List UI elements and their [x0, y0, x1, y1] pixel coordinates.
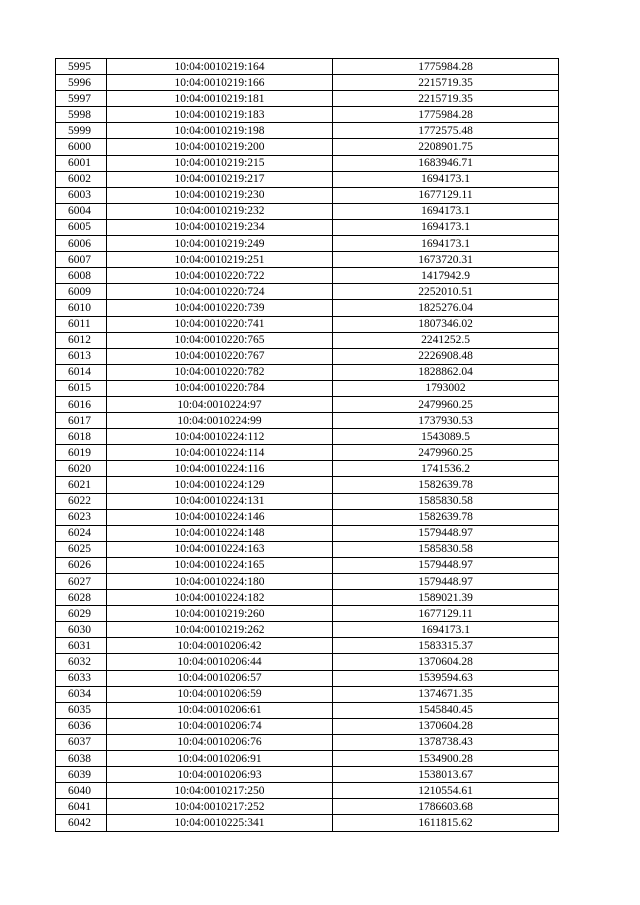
cadastral-number-cell: 10:04:0010206:44: [107, 654, 333, 670]
value-cell: 1772575.48: [333, 123, 559, 139]
value-cell: 1378738.43: [333, 734, 559, 750]
cadastral-number-cell: 10:04:0010217:252: [107, 799, 333, 815]
value-cell: 1543089.5: [333, 429, 559, 445]
table-body: [56, 59, 559, 832]
row-index-cell: 6022: [56, 493, 107, 509]
value-cell: 1417942.9: [333, 268, 559, 284]
value-cell: 1694173.1: [333, 622, 559, 638]
row-index-cell: 6024: [56, 525, 107, 541]
row-index-cell: 6042: [56, 815, 107, 831]
table-row: [56, 219, 559, 235]
row-index-cell: 6027: [56, 574, 107, 590]
cadastral-number-cell: 10:04:0010219:230: [107, 187, 333, 203]
value-cell: 1585830.58: [333, 541, 559, 557]
table-row: [56, 654, 559, 670]
table-row: [56, 509, 559, 525]
table-row: [56, 574, 559, 590]
table-row: [56, 686, 559, 702]
value-cell: 1534900.28: [333, 751, 559, 767]
table-row: [56, 606, 559, 622]
row-index-cell: 6015: [56, 380, 107, 396]
table-row: [56, 59, 559, 75]
cadastral-number-cell: 10:04:0010219:251: [107, 252, 333, 268]
cadastral-number-cell: 10:04:0010224:112: [107, 429, 333, 445]
cadastral-number-cell: 10:04:0010219:260: [107, 606, 333, 622]
row-index-cell: 6009: [56, 284, 107, 300]
value-cell: 1210554.61: [333, 783, 559, 799]
value-cell: 1583315.37: [333, 638, 559, 654]
row-index-cell: 6006: [56, 236, 107, 252]
value-cell: 1737930.53: [333, 413, 559, 429]
value-cell: 1579448.97: [333, 574, 559, 590]
row-index-cell: 6034: [56, 686, 107, 702]
table-row: [56, 252, 559, 268]
row-index-cell: 6036: [56, 718, 107, 734]
value-cell: 1694173.1: [333, 219, 559, 235]
row-index-cell: 6012: [56, 332, 107, 348]
row-index-cell: 6000: [56, 139, 107, 155]
cadastral-number-cell: 10:04:0010224:97: [107, 396, 333, 412]
cadastral-number-cell: 10:04:0010219:183: [107, 107, 333, 123]
cadastral-number-cell: 10:04:0010225:341: [107, 815, 333, 831]
value-cell: 2252010.51: [333, 284, 559, 300]
table-row: [56, 348, 559, 364]
table-row: [56, 107, 559, 123]
cadastral-number-cell: 10:04:0010206:42: [107, 638, 333, 654]
cadastral-number-cell: 10:04:0010220:739: [107, 300, 333, 316]
value-cell: 1825276.04: [333, 300, 559, 316]
value-cell: 1545840.45: [333, 702, 559, 718]
value-cell: 2479960.25: [333, 445, 559, 461]
row-index-cell: 5999: [56, 123, 107, 139]
table-row: [56, 364, 559, 380]
cadastral-number-cell: 10:04:0010224:180: [107, 574, 333, 590]
cadastral-number-cell: 10:04:0010224:131: [107, 493, 333, 509]
table-row: [56, 734, 559, 750]
table-row: [56, 155, 559, 171]
cadastral-number-cell: 10:04:0010220:784: [107, 380, 333, 396]
row-index-cell: 6013: [56, 348, 107, 364]
row-index-cell: 6028: [56, 590, 107, 606]
value-cell: 1582639.78: [333, 509, 559, 525]
value-cell: 1828862.04: [333, 364, 559, 380]
row-index-cell: 6014: [56, 364, 107, 380]
row-index-cell: 6023: [56, 509, 107, 525]
value-cell: 2479960.25: [333, 396, 559, 412]
row-index-cell: 6007: [56, 252, 107, 268]
table-row: [56, 380, 559, 396]
row-index-cell: 6021: [56, 477, 107, 493]
cadastral-number-cell: 10:04:0010206:61: [107, 702, 333, 718]
table-row: [56, 590, 559, 606]
row-index-cell: 6040: [56, 783, 107, 799]
table-row: [56, 767, 559, 783]
table-row: [56, 284, 559, 300]
row-index-cell: 6016: [56, 396, 107, 412]
table-row: [56, 783, 559, 799]
row-index-cell: 6031: [56, 638, 107, 654]
row-index-cell: 6033: [56, 670, 107, 686]
row-index-cell: 6017: [56, 413, 107, 429]
value-cell: 2215719.35: [333, 91, 559, 107]
table-row: [56, 702, 559, 718]
value-cell: 1538013.67: [333, 767, 559, 783]
cadastral-number-cell: 10:04:0010224:116: [107, 461, 333, 477]
row-index-cell: 6004: [56, 203, 107, 219]
cadastral-number-cell: 10:04:0010206:93: [107, 767, 333, 783]
value-cell: 1694173.1: [333, 203, 559, 219]
table-row: [56, 525, 559, 541]
row-index-cell: 6001: [56, 155, 107, 171]
table-row: [56, 123, 559, 139]
cadastral-number-cell: 10:04:0010206:74: [107, 718, 333, 734]
row-index-cell: 6030: [56, 622, 107, 638]
table-row: [56, 91, 559, 107]
cadastral-number-cell: 10:04:0010219:249: [107, 236, 333, 252]
table-row: [56, 139, 559, 155]
table-row: [56, 477, 559, 493]
cadastral-number-cell: 10:04:0010220:767: [107, 348, 333, 364]
value-cell: 1677129.11: [333, 187, 559, 203]
value-cell: 1786603.68: [333, 799, 559, 815]
cadastral-number-cell: 10:04:0010220:782: [107, 364, 333, 380]
value-cell: 1585830.58: [333, 493, 559, 509]
row-index-cell: 6002: [56, 171, 107, 187]
value-cell: 1775984.28: [333, 59, 559, 75]
value-cell: 1683946.71: [333, 155, 559, 171]
data-table: [55, 58, 559, 832]
cadastral-number-cell: 10:04:0010219:200: [107, 139, 333, 155]
cadastral-number-cell: 10:04:0010220:722: [107, 268, 333, 284]
row-index-cell: 6041: [56, 799, 107, 815]
row-index-cell: 5996: [56, 75, 107, 91]
cadastral-number-cell: 10:04:0010219:198: [107, 123, 333, 139]
value-cell: 1579448.97: [333, 557, 559, 573]
table-row: [56, 718, 559, 734]
cadastral-number-cell: 10:04:0010206:91: [107, 751, 333, 767]
value-cell: 1793002: [333, 380, 559, 396]
value-cell: 1741536.2: [333, 461, 559, 477]
table-row: [56, 751, 559, 767]
table-row: [56, 171, 559, 187]
table-row: [56, 541, 559, 557]
row-index-cell: 6038: [56, 751, 107, 767]
table-row: [56, 622, 559, 638]
table-row: [56, 799, 559, 815]
row-index-cell: 6025: [56, 541, 107, 557]
row-index-cell: 6026: [56, 557, 107, 573]
value-cell: 1374671.35: [333, 686, 559, 702]
value-cell: 1677129.11: [333, 606, 559, 622]
value-cell: 1694173.1: [333, 171, 559, 187]
value-cell: 1579448.97: [333, 525, 559, 541]
value-cell: 1589021.39: [333, 590, 559, 606]
cadastral-number-cell: 10:04:0010206:76: [107, 734, 333, 750]
value-cell: 2208901.75: [333, 139, 559, 155]
cadastral-number-cell: 10:04:0010217:250: [107, 783, 333, 799]
value-cell: 1370604.28: [333, 718, 559, 734]
cadastral-number-cell: 10:04:0010219:232: [107, 203, 333, 219]
table-row: [56, 557, 559, 573]
table-row: [56, 187, 559, 203]
table-row: [56, 396, 559, 412]
table-row: [56, 815, 559, 831]
cadastral-number-cell: 10:04:0010219:215: [107, 155, 333, 171]
cadastral-number-cell: 10:04:0010220:741: [107, 316, 333, 332]
row-index-cell: 5997: [56, 91, 107, 107]
cadastral-number-cell: 10:04:0010224:146: [107, 509, 333, 525]
row-index-cell: 6005: [56, 219, 107, 235]
cadastral-number-cell: 10:04:0010224:182: [107, 590, 333, 606]
cadastral-number-cell: 10:04:0010220:765: [107, 332, 333, 348]
table-row: [56, 268, 559, 284]
table-row: [56, 493, 559, 509]
row-index-cell: 6010: [56, 300, 107, 316]
table-row: [56, 300, 559, 316]
cadastral-number-cell: 10:04:0010224:148: [107, 525, 333, 541]
table-row: [56, 445, 559, 461]
table-row: [56, 316, 559, 332]
cadastral-number-cell: 10:04:0010206:57: [107, 670, 333, 686]
row-index-cell: 6020: [56, 461, 107, 477]
table-row: [56, 461, 559, 477]
row-index-cell: 6037: [56, 734, 107, 750]
row-index-cell: 6029: [56, 606, 107, 622]
table-row: [56, 638, 559, 654]
value-cell: 1539594.63: [333, 670, 559, 686]
cadastral-number-cell: 10:04:0010224:129: [107, 477, 333, 493]
value-cell: 2241252.5: [333, 332, 559, 348]
cadastral-number-cell: 10:04:0010224:165: [107, 557, 333, 573]
cadastral-number-cell: 10:04:0010219:164: [107, 59, 333, 75]
value-cell: 1775984.28: [333, 107, 559, 123]
value-cell: 1582639.78: [333, 477, 559, 493]
table-row: [56, 670, 559, 686]
row-index-cell: 6032: [56, 654, 107, 670]
table-row: [56, 203, 559, 219]
value-cell: 1807346.02: [333, 316, 559, 332]
value-cell: 1673720.31: [333, 252, 559, 268]
row-index-cell: 6011: [56, 316, 107, 332]
cadastral-number-cell: 10:04:0010219:234: [107, 219, 333, 235]
value-cell: 1370604.28: [333, 654, 559, 670]
row-index-cell: 6003: [56, 187, 107, 203]
row-index-cell: 5998: [56, 107, 107, 123]
cadastral-number-cell: 10:04:0010219:181: [107, 91, 333, 107]
row-index-cell: 5995: [56, 59, 107, 75]
cadastral-number-cell: 10:04:0010224:114: [107, 445, 333, 461]
row-index-cell: 6039: [56, 767, 107, 783]
row-index-cell: 6035: [56, 702, 107, 718]
table-row: [56, 75, 559, 91]
table-row: [56, 413, 559, 429]
cadastral-number-cell: 10:04:0010224:99: [107, 413, 333, 429]
cadastral-number-cell: 10:04:0010219:217: [107, 171, 333, 187]
row-index-cell: 6008: [56, 268, 107, 284]
row-index-cell: 6018: [56, 429, 107, 445]
cadastral-number-cell: 10:04:0010219:262: [107, 622, 333, 638]
value-cell: 1611815.62: [333, 815, 559, 831]
table-row: [56, 429, 559, 445]
table-row: [56, 332, 559, 348]
table-row: [56, 236, 559, 252]
cadastral-number-cell: 10:04:0010206:59: [107, 686, 333, 702]
value-cell: 2226908.48: [333, 348, 559, 364]
cadastral-number-cell: 10:04:0010220:724: [107, 284, 333, 300]
cadastral-number-cell: 10:04:0010219:166: [107, 75, 333, 91]
value-cell: 2215719.35: [333, 75, 559, 91]
value-cell: 1694173.1: [333, 236, 559, 252]
cadastral-number-cell: 10:04:0010224:163: [107, 541, 333, 557]
row-index-cell: 6019: [56, 445, 107, 461]
